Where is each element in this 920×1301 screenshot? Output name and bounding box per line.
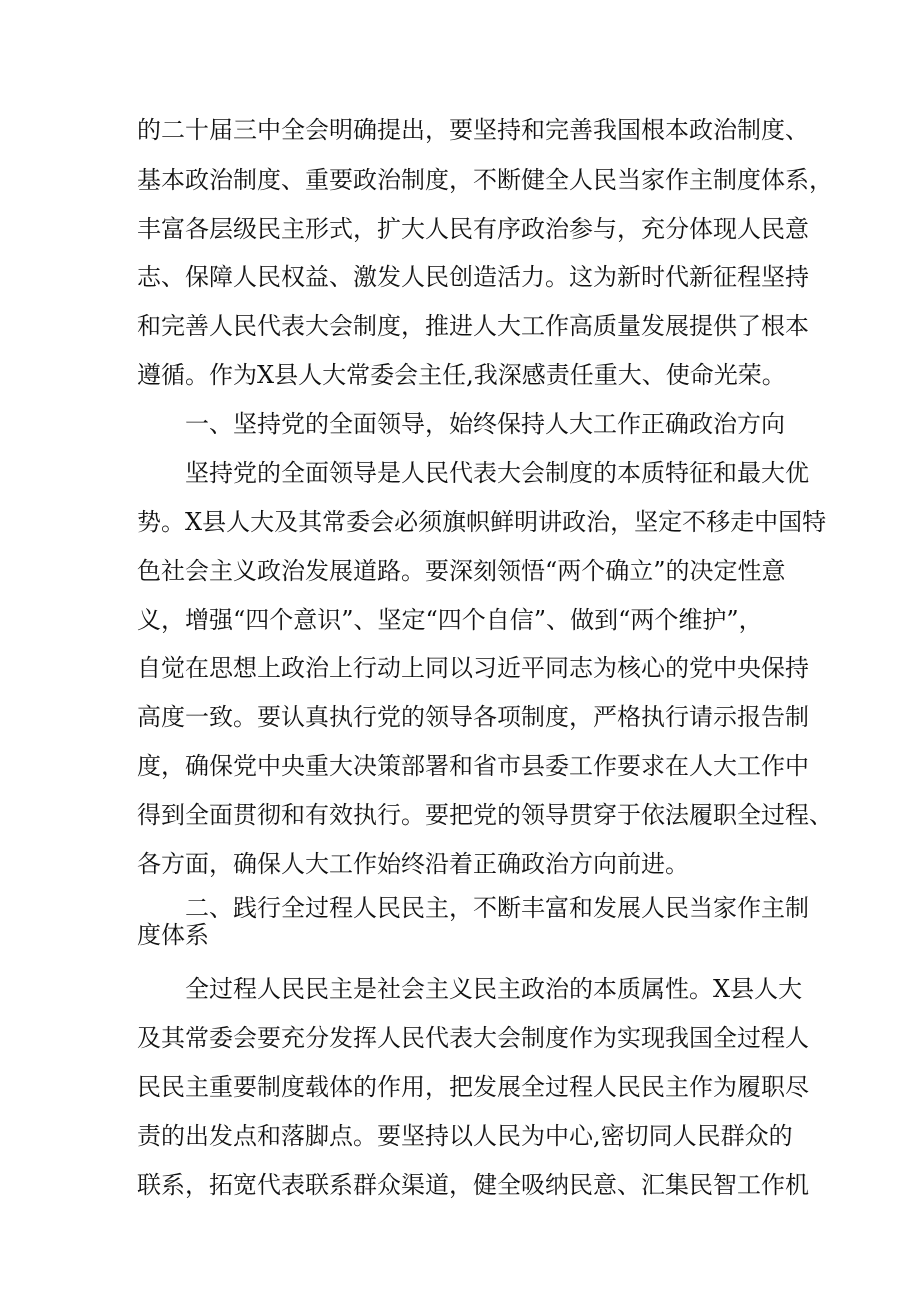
paragraph-line: 和完善人民代表大会制度，推进人大工作高质量发展提供了根本 [137,312,809,340]
paragraph-line: 全过程人民民主是社会主义民主政治的本质属性。X县人大 [185,975,803,1003]
paragraph-line: 势。X县人大及其常委会必须旗帜鲜明讲政治，坚定不移走中国特 [137,508,827,536]
paragraph-line: 各方面，确保人大工作始终沿着正确政治方向前进。 [137,850,689,878]
paragraph-line: 民民主重要制度载体的作用，把发展全过程人民民主作为履职尽 [137,1073,809,1101]
paragraph-line: 坚持党的全面领导是人民代表大会制度的本质特征和最大优 [185,459,809,487]
paragraph-line: 高度一致。要认真执行党的领导各项制度，严格执行请示报告制 [137,703,809,731]
section-heading-2-continued: 度体系 [137,921,209,949]
paragraph-line: 度，确保党中央重大决策部署和省市县委工作要求在人大工作中 [137,752,809,780]
paragraph-line: 自觉在思想上政治上行动上同以习近平同志为核心的党中央保持 [137,654,809,682]
paragraph-line: 责的出发点和落脚点。要坚持以人民为中心,密切同人民群众的 [137,1122,793,1150]
paragraph-line: 得到全面贯彻和有效执行。要把党的领导贯穿于依法履职全过程、 [137,801,833,829]
paragraph-line: 志、保障人民权益、激发人民创造活力。这为新时代新征程坚持 [137,263,809,291]
paragraph-line: 联系，拓宽代表联系群众渠道，健全吸纳民意、汇集民智工作机 [137,1171,809,1199]
paragraph-line: 遵循。作为X县人大常委会主任,我深感责任重大、使命光荣。 [137,361,786,389]
paragraph-line: 及其常委会要充分发挥人民代表大会制度作为实现我国全过程人 [137,1024,809,1052]
paragraph-line: 色社会主义政治发展道路。要深刻领悟“两个确立”的决定性意 [137,557,786,585]
section-heading-1: 一、坚持党的全面领导，始终保持人大工作正确政治方向 [185,410,785,438]
paragraph-line: 丰富各层级民主形式，扩大人民有序政治参与，充分体现人民意 [137,215,809,243]
section-heading-2: 二、践行全过程人民民主，不断丰富和发展人民当家作主制 [185,894,809,922]
paragraph-line: 的二十届三中全会明确提出，要坚持和完善我国根本政治制度、 [137,116,809,144]
paragraph-line: 义，增强“四个意识”、坚定“四个自信”、做到“两个维护”， [137,606,763,634]
paragraph-line: 基本政治制度、重要政治制度，不断健全人民当家作主制度体系， [137,166,833,194]
